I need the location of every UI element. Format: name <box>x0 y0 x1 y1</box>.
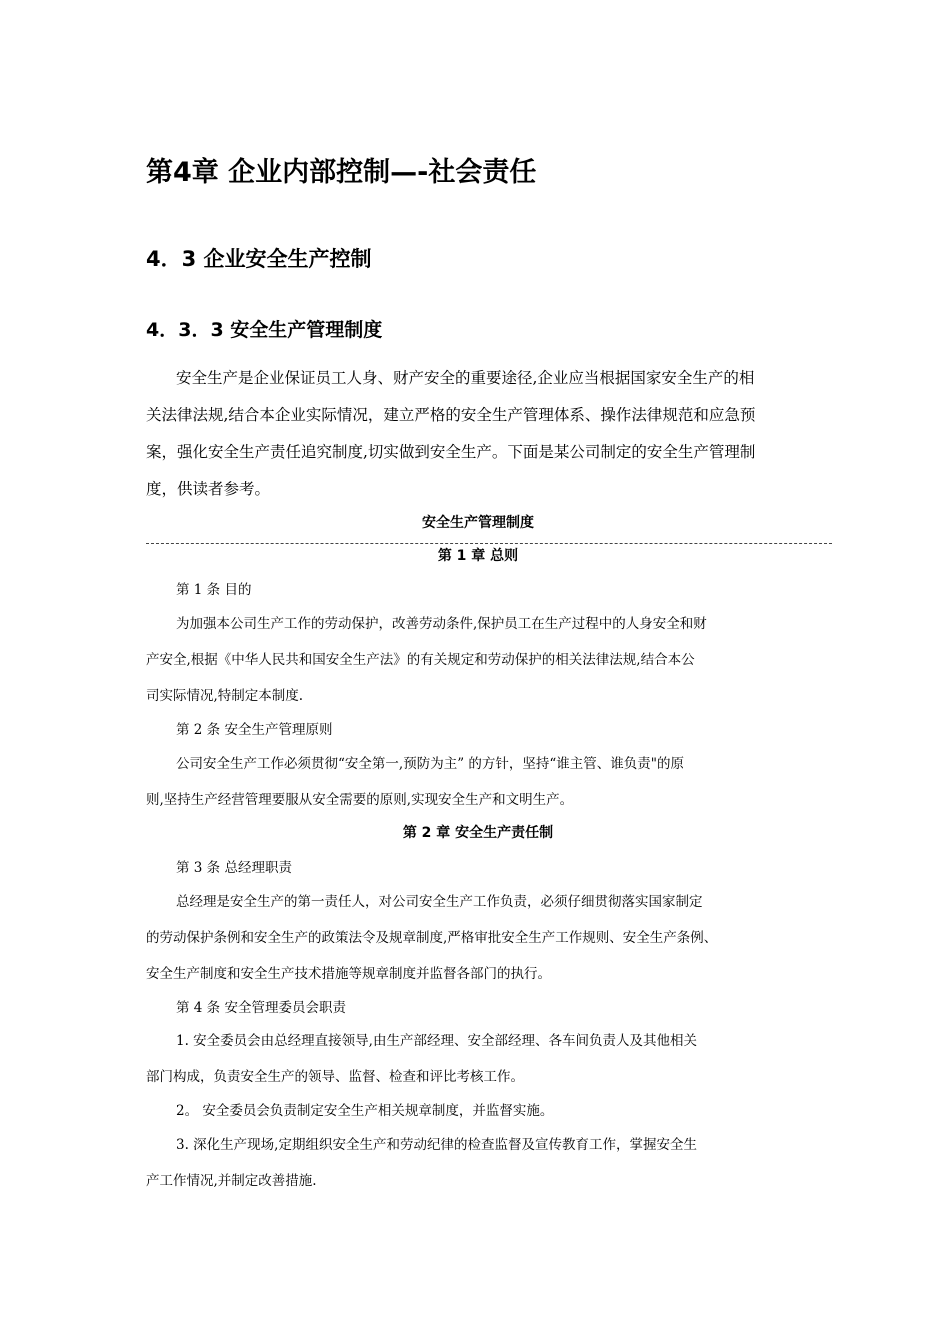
article-heading: 第 4 条 安全管理委员会职责 <box>176 1000 346 1016</box>
chapter-title: 第4章 企业内部控制—-社会责任 <box>146 157 537 188</box>
subsection-title: 4．3．3 安全生产管理制度 <box>146 319 383 341</box>
article-line: 司实际情况,特制定本制度. <box>146 688 304 704</box>
dashed-divider <box>146 543 832 544</box>
article-line: 部门构成，负责安全生产的领导、监督、检查和评比考核工作。 <box>146 1069 524 1085</box>
article-line: 公司安全生产工作必须贯彻“安全第一,预防为主” 的方针，坚持“谁主管、谁负责"的原 <box>176 756 684 772</box>
intro-line: 关法律法规,结合本企业实际情况，建立严格的安全生产管理体系、操作法律规范和应急预 <box>146 406 756 424</box>
article-line: 总经理是安全生产的第一责任人，对公司安全生产工作负责，必须仔细贯彻落实国家制定 <box>176 894 703 910</box>
article-line: 2。 安全委员会负责制定安全生产相关规章制度，并监督实施。 <box>176 1103 554 1119</box>
article-line: 为加强本公司生产工作的劳动保护，改善劳动条件,保护员工在生产过程中的人身安全和财 <box>176 616 707 632</box>
chapter1-heading: 第 1 章 总则 <box>437 548 519 564</box>
article-heading: 第 1 条 目的 <box>176 582 252 598</box>
article-line: 则,坚持生产经营管理要服从安全需要的原则,实现安全生产和文明生产。 <box>146 792 574 808</box>
article-line: 安全生产制度和安全生产技术措施等规章制度并监督各部门的执行。 <box>146 966 551 982</box>
article-line: 的劳动保护条例和安全生产的政策法令及规章制度,严格审批安全生产工作规则、安全生产条例、 <box>146 930 718 946</box>
article-line: 3. 深化生产现场,定期组织安全生产和劳动纪律的检查监督及宣传教育工作，掌握安全生 <box>176 1137 697 1153</box>
intro-line: 案，强化安全生产责任追究制度,切实做到安全生产。下面是某公司制定的安全生产管理制 <box>146 443 756 461</box>
article-line: 产工作情况,并制定改善措施. <box>146 1173 317 1189</box>
article-line: 1. 安全委员会由总经理直接领导,由生产部经理、安全部经理、各车间负责人及其他相关 <box>176 1033 697 1049</box>
chapter2-heading: 第 2 章 安全生产责任制 <box>402 825 554 841</box>
document-title: 安全生产管理制度 <box>422 515 534 531</box>
intro-line: 度，供读者参考。 <box>146 480 271 498</box>
article-heading: 第 3 条 总经理职责 <box>176 860 292 876</box>
article-heading: 第 2 条 安全生产管理原则 <box>176 722 333 738</box>
intro-line: 安全生产是企业保证员工人身、财产安全的重要途径,企业应当根据国家安全生产的相 <box>176 369 755 387</box>
article-line: 产安全,根据《中华人民共和国安全生产法》的有关规定和劳动保护的相关法律法规,结合本公 <box>146 652 695 668</box>
section-title: 4．3 企业安全生产控制 <box>146 247 372 271</box>
